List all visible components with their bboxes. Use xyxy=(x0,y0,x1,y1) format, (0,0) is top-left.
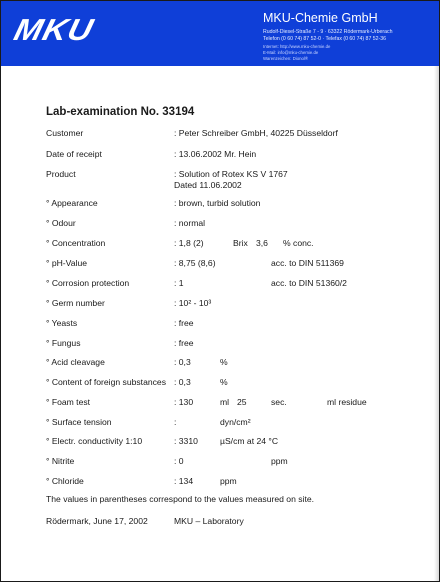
foam-time-unit: sec. xyxy=(271,397,287,407)
corrosion-reference: acc. to DIN 51360/2 xyxy=(271,278,347,288)
trademark-line: Warenzeichen: Dionol® xyxy=(263,56,309,61)
email-line: E-Mail: info@mku-chemie.de xyxy=(263,50,319,55)
corrosion-label: ° Corrosion protection xyxy=(46,278,130,288)
conductivity-value: : 3310 xyxy=(174,436,198,446)
customer-value: : Peter Schreiber GmbH, 40225 Düsseldorf xyxy=(174,128,338,138)
concentration-label: ° Concentration xyxy=(46,238,106,248)
foreign-value: : 0,3 xyxy=(174,377,191,387)
appearance-value: : brown, turbid solution xyxy=(174,198,261,208)
acid-label: ° Acid cleavage xyxy=(46,357,105,367)
brix-value: 3,6 xyxy=(256,238,268,248)
foam-unit-ml: ml xyxy=(220,397,230,407)
odour-value: : normal xyxy=(174,218,206,228)
page-edge xyxy=(434,1,439,581)
concentration-unit: % conc. xyxy=(283,238,314,248)
ph-value: : 8,75 (8,6) xyxy=(174,258,216,268)
surface-unit: dyn/cm² xyxy=(220,417,251,427)
product-date: Dated 11.06.2002 xyxy=(174,180,242,190)
nitrite-label: ° Nitrite xyxy=(46,456,75,466)
place-date: Rödermark, June 17, 2002 xyxy=(46,516,148,526)
company-name: MKU-Chemie GmbH xyxy=(263,11,378,25)
receipt-value: : 13.06.2002 Mr. Hein xyxy=(174,149,257,159)
germ-label: ° Germ number xyxy=(46,298,105,308)
ph-reference: acc. to DIN 511369 xyxy=(271,258,344,268)
brix-label: Brix xyxy=(233,238,248,248)
foam-residue-unit: ml residue xyxy=(327,397,367,407)
conductivity-label: ° Electr. conductivity 1:10 xyxy=(46,436,143,446)
letterhead-banner xyxy=(1,1,439,66)
address-line: Rudolf-Diesel-Straße 7 - 9 · 63322 Rödermark-Urberach xyxy=(263,29,393,35)
concentration-value: : 1,8 (2) xyxy=(174,238,204,248)
yeasts-label: ° Yeasts xyxy=(46,318,78,328)
internet-line: Internet: http://www.mku-chemie.de xyxy=(263,44,331,49)
odour-label: ° Odour xyxy=(46,218,76,228)
conductivity-unit: µS/cm at 24 °C xyxy=(220,436,279,446)
chloride-value: : 134 xyxy=(174,476,194,486)
nitrite-unit: ppm xyxy=(271,456,288,466)
foreign-label: ° Content of foreign substances xyxy=(46,377,167,387)
foreign-unit: % xyxy=(220,377,228,387)
surface-label: ° Surface tension xyxy=(46,417,112,427)
company-logo: MKU xyxy=(10,12,98,47)
foam-label: ° Foam test xyxy=(46,397,91,407)
surface-value: : xyxy=(174,417,177,427)
receipt-label: Date of receipt xyxy=(46,149,102,159)
ph-label: ° pH-Value xyxy=(46,258,88,268)
acid-value: : 0,3 xyxy=(174,357,191,367)
fungus-value: : free xyxy=(174,338,194,348)
germ-value: : 10² - 10³ xyxy=(174,298,212,308)
fungus-label: ° Fungus xyxy=(46,338,81,348)
nitrite-value: : 0 xyxy=(174,456,184,466)
customer-label: Customer xyxy=(46,128,84,138)
product-value: : Solution of Rotex KS V 1767 xyxy=(174,169,288,179)
acid-unit: % xyxy=(220,357,228,367)
chloride-label: ° Chloride xyxy=(46,476,84,486)
corrosion-value: : 1 xyxy=(174,278,184,288)
phone-line: Telefon (0 60 74) 87 52-0 · Telefax (0 60 74) 87 52-36 xyxy=(263,36,387,42)
foam-time-value: 25 xyxy=(237,397,247,407)
footnote: The values in parentheses correspond to the values measured on site. xyxy=(46,494,314,504)
appearance-label: ° Appearance xyxy=(46,198,98,208)
document-title: Lab-examination No. 33194 xyxy=(46,106,195,118)
laboratory-signature: MKU – Laboratory xyxy=(174,516,244,526)
chloride-unit: ppm xyxy=(220,476,237,486)
yeasts-value: : free xyxy=(174,318,194,328)
foam-value: : 130 xyxy=(174,397,194,407)
product-label: Product xyxy=(46,169,76,179)
